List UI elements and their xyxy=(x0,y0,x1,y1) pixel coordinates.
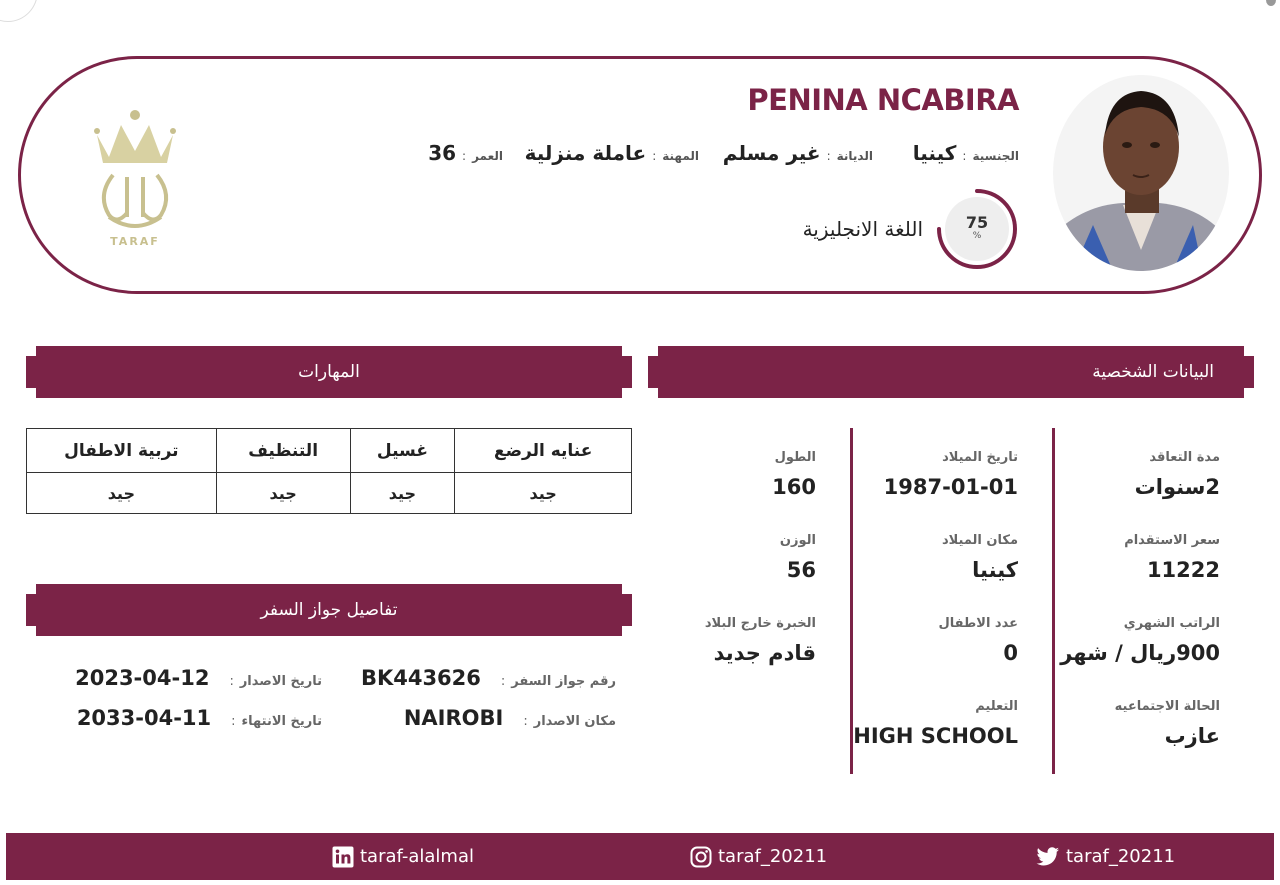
percent-symbol: % xyxy=(972,231,982,241)
field-value: 1987-01-01 xyxy=(883,475,1018,499)
separator: : xyxy=(462,149,467,163)
field-marital-status xyxy=(1115,699,1220,748)
profession-label: المهنة xyxy=(662,149,699,163)
language-label: اللغة الانجليزية xyxy=(802,217,923,241)
skills-header-row xyxy=(27,429,632,473)
field-monthly-salary xyxy=(1060,616,1220,665)
field-value: 0 xyxy=(1003,641,1018,665)
field-label: عدد الاطفال xyxy=(938,616,1018,631)
field-label: التعليم xyxy=(975,699,1018,714)
instagram-handle: taraf_20211 xyxy=(718,846,828,867)
field-birth-place xyxy=(942,533,1018,582)
religion-info xyxy=(723,141,873,165)
skills-table xyxy=(26,428,632,514)
passport-issue-place xyxy=(404,706,616,730)
field-birth-date xyxy=(884,450,1018,499)
logo-text: TARAF xyxy=(110,235,160,248)
language-percent: 75 xyxy=(965,213,989,232)
field-label: الحالة الاجتماعيه xyxy=(1114,699,1220,714)
field-label: مكان الميلاد xyxy=(941,533,1018,548)
separator: : xyxy=(652,149,657,163)
profession-value: عاملة منزلية xyxy=(524,141,647,165)
crown-logo-icon xyxy=(83,105,187,249)
field-value: قادم جديد xyxy=(713,641,816,665)
field-label: الطول xyxy=(774,450,816,465)
issue-place-label: مكان الاصدار xyxy=(533,714,616,729)
issue-date-label: تاريخ الاصدار xyxy=(239,674,322,689)
corner-decoration xyxy=(0,0,38,22)
age-label: العمر xyxy=(472,149,503,163)
field-children-count xyxy=(939,616,1019,665)
passport-issue-date xyxy=(75,666,322,690)
linkedin-icon xyxy=(332,846,354,868)
skill-name: عنايه الرضع xyxy=(455,429,632,473)
field-value: 56 xyxy=(786,558,816,582)
twitter-handle: taraf_20211 xyxy=(1066,846,1176,867)
twitter-icon xyxy=(1036,847,1060,867)
language-gauge xyxy=(935,187,1019,271)
nationality-info xyxy=(913,141,1019,165)
field-value: 900ريال / شهر xyxy=(1060,641,1220,665)
personal-data-header xyxy=(648,346,1254,398)
profession-info xyxy=(525,141,699,165)
field-value: عازب xyxy=(1164,724,1220,748)
linkedin-link[interactable] xyxy=(332,833,474,880)
worker-photo xyxy=(1053,75,1229,271)
instagram-link[interactable] xyxy=(690,833,827,880)
separator: : xyxy=(229,674,234,689)
field-label: تاريخ الميلاد xyxy=(942,450,1018,465)
field-recruitment-price xyxy=(1124,533,1220,582)
twitter-link[interactable] xyxy=(1036,833,1175,880)
passport-number-label: رقم جواز السفر xyxy=(511,674,616,689)
scroll-indicator xyxy=(1266,0,1276,6)
separator: : xyxy=(523,714,528,729)
skill-name: غسيل xyxy=(350,429,455,473)
expiry-value: 2033-04-11 xyxy=(76,706,212,730)
field-label: مدة التعاقد xyxy=(1149,450,1220,465)
religion-label: الديانة xyxy=(836,149,873,163)
instagram-icon xyxy=(690,846,712,868)
personal-data-title: البيانات الشخصية xyxy=(1092,362,1214,382)
passport-number xyxy=(361,666,616,690)
profile-card xyxy=(18,56,1262,294)
field-value: 160 xyxy=(772,475,816,499)
field-value: 11222 xyxy=(1146,558,1220,582)
language-skill xyxy=(803,187,1019,271)
nationality-value: كينيا xyxy=(912,141,957,165)
skill-level: جيد xyxy=(27,473,217,514)
separator: : xyxy=(231,714,236,729)
worker-name: PENINA NCABIRA xyxy=(747,83,1019,117)
field-label: الخبرة خارج البلاد xyxy=(704,616,816,631)
skills-level-row xyxy=(27,473,632,514)
field-label: الوزن xyxy=(779,533,816,548)
age-value: 36 xyxy=(428,141,457,165)
separator: : xyxy=(500,674,506,689)
passport-expiry xyxy=(77,706,322,730)
field-contract-duration xyxy=(1135,450,1220,499)
separator: : xyxy=(826,149,831,163)
field-label: سعر الاستقدام xyxy=(1124,533,1220,548)
field-value: كينيا xyxy=(972,558,1018,582)
skill-level: جيد xyxy=(216,473,350,514)
passport-title: تفاصيل جواز السفر xyxy=(260,600,398,620)
field-weight xyxy=(780,533,816,582)
footer xyxy=(6,833,1274,880)
skill-level: جيد xyxy=(350,473,455,514)
nationality-label: الجنسية xyxy=(972,149,1019,163)
age-info xyxy=(428,141,503,165)
field-value: HIGH SCHOOL xyxy=(853,724,1018,748)
skill-level: جيد xyxy=(455,473,632,514)
passport-header xyxy=(26,584,632,636)
issue-date-value: 2023-04-12 xyxy=(75,666,210,690)
field-education xyxy=(853,699,1018,748)
issue-place-value: NAIROBI xyxy=(403,706,504,730)
religion-value: غير مسلم xyxy=(722,141,821,165)
field-label: الراتب الشهري xyxy=(1123,616,1220,631)
linkedin-handle: taraf-alalmal xyxy=(360,846,474,867)
separator: : xyxy=(962,149,967,163)
field-experience-abroad xyxy=(705,616,816,665)
skill-name: تربية الاطفال xyxy=(27,429,217,473)
skills-header xyxy=(26,346,632,398)
personal-data-grid xyxy=(648,428,1258,774)
skill-name: التنظيف xyxy=(216,429,350,473)
skills-title: المهارات xyxy=(298,362,360,382)
field-height xyxy=(772,450,816,499)
field-value: 2سنوات xyxy=(1134,475,1220,499)
expiry-label: تاريخ الانتهاء xyxy=(241,714,322,729)
passport-number-value: BK443626 xyxy=(360,666,481,690)
